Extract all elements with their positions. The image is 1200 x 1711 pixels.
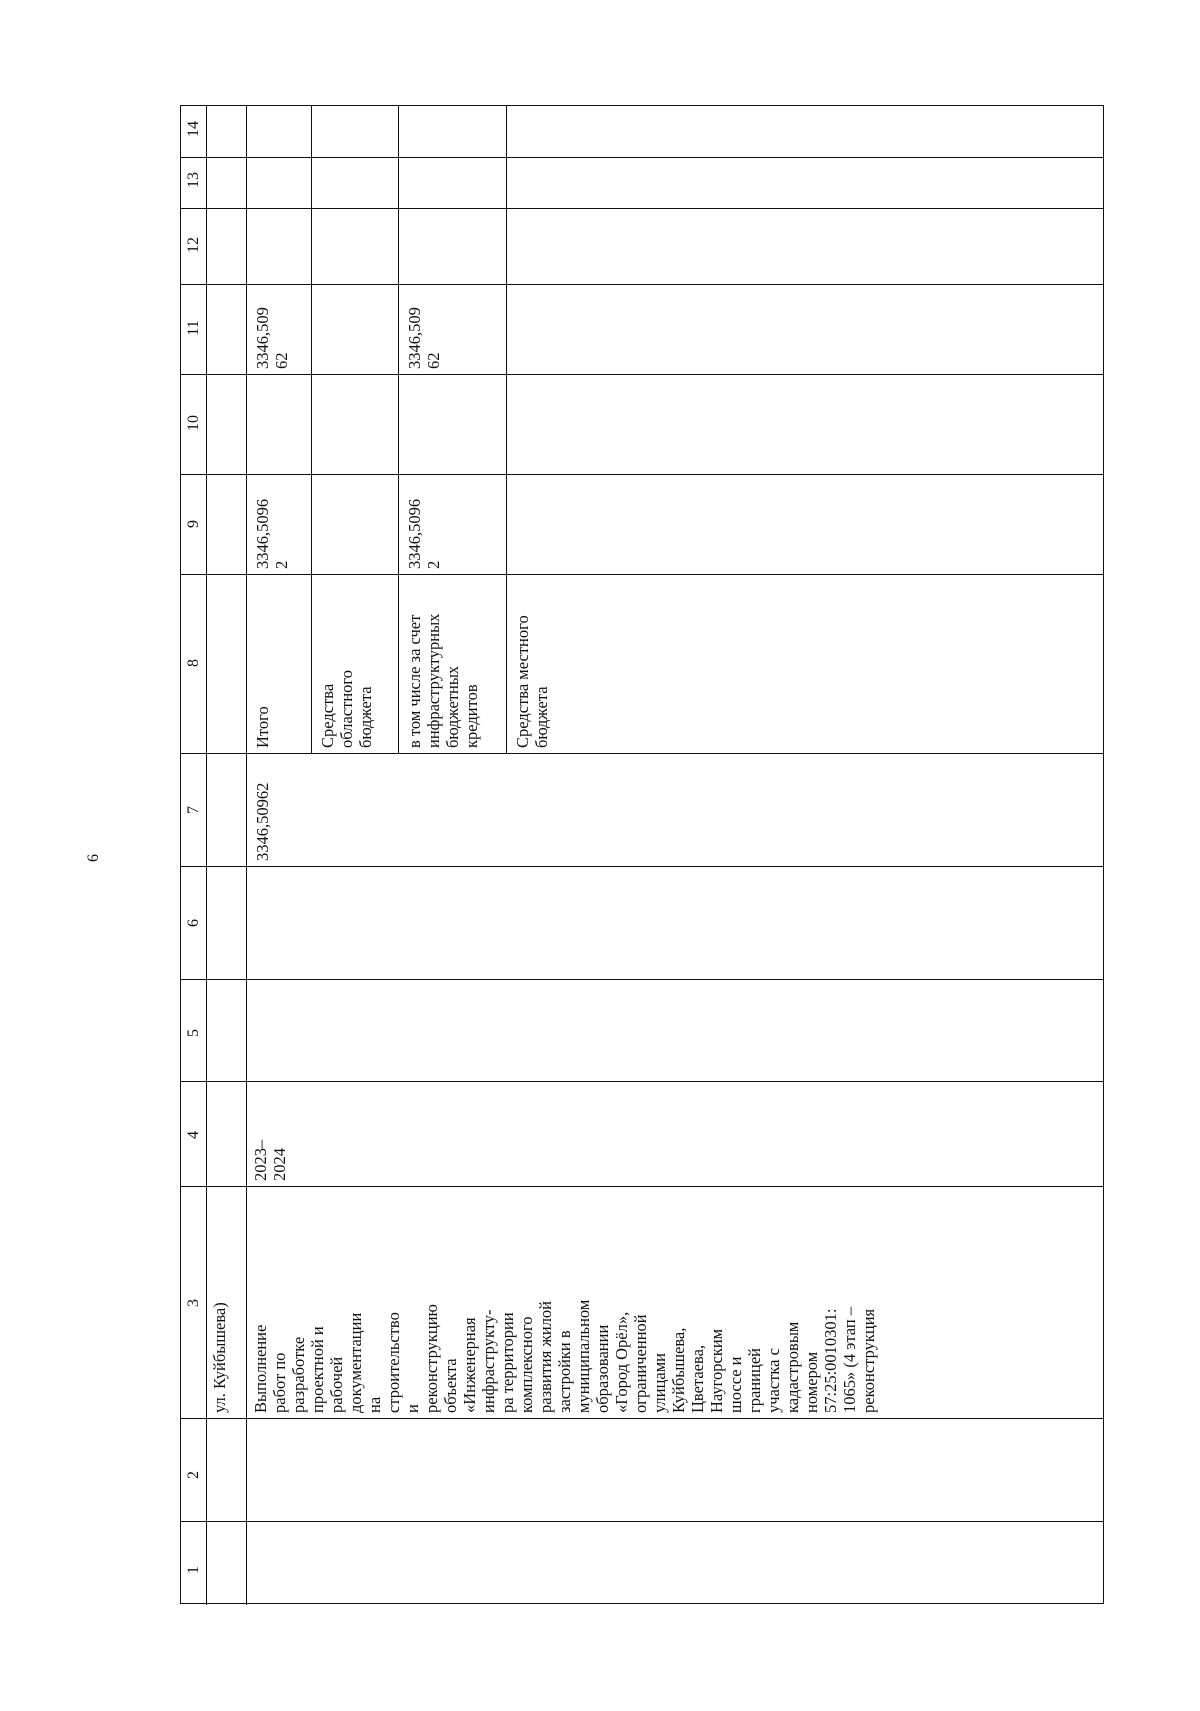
- header-col-12: 12: [185, 237, 202, 253]
- header-col-3: 3: [185, 1299, 202, 1307]
- header-col-1: 1: [185, 1566, 202, 1574]
- col8-line: кредитов: [462, 684, 481, 748]
- budget-table: [180, 105, 1104, 1604]
- col3-line: «Инженерная: [460, 1317, 479, 1413]
- col3-line: рабочей: [327, 1356, 346, 1413]
- col8-line: в том числе за счет: [405, 614, 424, 748]
- col-boundary: [181, 574, 1103, 575]
- col3-line: 1065» (4 этап –: [840, 1306, 859, 1413]
- col3-line: Выполнение: [251, 1324, 270, 1413]
- col3-line: реконструкция: [859, 1308, 878, 1413]
- col3-line: ра территории: [498, 1312, 517, 1413]
- col3-line: на: [365, 1396, 384, 1413]
- col3-line: Куйбышева,: [669, 1327, 688, 1413]
- col3-line: инфраструкту-: [479, 1309, 498, 1413]
- col3-line: разработке: [289, 1336, 308, 1413]
- header-col-2: 2: [185, 1471, 202, 1479]
- col-boundary: [181, 157, 1103, 158]
- col-boundary: [181, 208, 1103, 209]
- row-boundary: [246, 106, 247, 1605]
- col3-line: 57:25:0010301:: [821, 1308, 840, 1413]
- col3-line: застройки в: [555, 1330, 574, 1413]
- col8-line: Средства: [318, 683, 337, 748]
- col8-line: Средства местного: [513, 615, 532, 748]
- col3-line: работ по: [270, 1352, 289, 1413]
- col3-line: комплексного: [517, 1316, 536, 1413]
- col11-line: 3346,509: [253, 307, 272, 369]
- col3-line: и: [403, 1404, 422, 1413]
- col3-line: муниципальном: [574, 1299, 593, 1413]
- col11-line: 62: [272, 352, 291, 369]
- header-col-5: 5: [185, 1029, 202, 1037]
- col9-line: 3346,5096: [253, 498, 272, 569]
- col-boundary: [181, 866, 1103, 867]
- col3-line: «Город Орёл»,: [612, 1311, 631, 1413]
- col3-line: ограниченной: [631, 1314, 650, 1413]
- col7-total: 3346,50962: [253, 782, 272, 861]
- subrow-boundary: [311, 106, 312, 753]
- col3-line: шоссе и: [726, 1356, 745, 1413]
- col-boundary: [181, 474, 1103, 475]
- header-col-11: 11: [185, 320, 202, 336]
- header-row-boundary: [206, 106, 207, 1605]
- col8-line: инфраструктурных: [424, 613, 443, 748]
- col-boundary: [181, 1081, 1103, 1082]
- col-boundary: [181, 1186, 1103, 1187]
- col3-line: реконструкцию: [422, 1304, 441, 1413]
- header-col-13: 13: [185, 172, 202, 188]
- header-col-8: 8: [185, 659, 202, 667]
- header-col-6: 6: [185, 919, 202, 927]
- subrow-boundary: [506, 106, 507, 753]
- col-boundary: [181, 753, 1103, 754]
- col4-line: 2023–: [251, 1139, 270, 1181]
- header-col-9: 9: [185, 520, 202, 528]
- col8-line: Итого: [253, 706, 272, 748]
- col9-line: 2: [424, 560, 443, 569]
- col11-line: 62: [424, 352, 443, 369]
- col8-line: бюджетных: [443, 665, 462, 748]
- col8-line: бюджета: [356, 686, 375, 748]
- page-number: 6: [85, 854, 102, 862]
- col8-line: областного: [337, 669, 356, 748]
- col-boundary: [181, 979, 1103, 980]
- col9-line: 3346,5096: [405, 498, 424, 569]
- col-boundary: [181, 374, 1103, 375]
- col3-line: границей: [745, 1348, 764, 1413]
- col3-line: номером: [802, 1351, 821, 1413]
- col3-line: развития жилой: [536, 1300, 555, 1413]
- header-col-14: 14: [185, 121, 202, 137]
- col11-line: 3346,509: [405, 307, 424, 369]
- col3-line: документации: [346, 1312, 365, 1413]
- col3-line: Цветаева,: [688, 1344, 707, 1413]
- col3-line: объекта: [441, 1358, 460, 1413]
- header-col-4: 4: [185, 1131, 202, 1139]
- col9-line: 2: [272, 560, 291, 569]
- col3-line: участка с: [764, 1348, 783, 1413]
- col3-line: кадастровым: [783, 1321, 802, 1413]
- col8-line: бюджета: [532, 686, 551, 748]
- header-col-10: 10: [185, 415, 202, 431]
- col-boundary: [181, 284, 1103, 285]
- continuation-text: ул. Куйбышева): [210, 1302, 229, 1413]
- col3-line: образовании: [593, 1324, 612, 1413]
- col-boundary: [181, 1521, 1103, 1522]
- col3-line: строительство: [384, 1312, 403, 1413]
- col3-line: Наугорским: [707, 1328, 726, 1413]
- col4-line: 2024: [270, 1148, 289, 1181]
- header-col-7: 7: [185, 806, 202, 814]
- col3-line: проектной и: [308, 1326, 327, 1413]
- col3-line: улицами: [650, 1352, 669, 1413]
- col-boundary: [181, 1418, 1103, 1419]
- subrow-boundary: [398, 106, 399, 753]
